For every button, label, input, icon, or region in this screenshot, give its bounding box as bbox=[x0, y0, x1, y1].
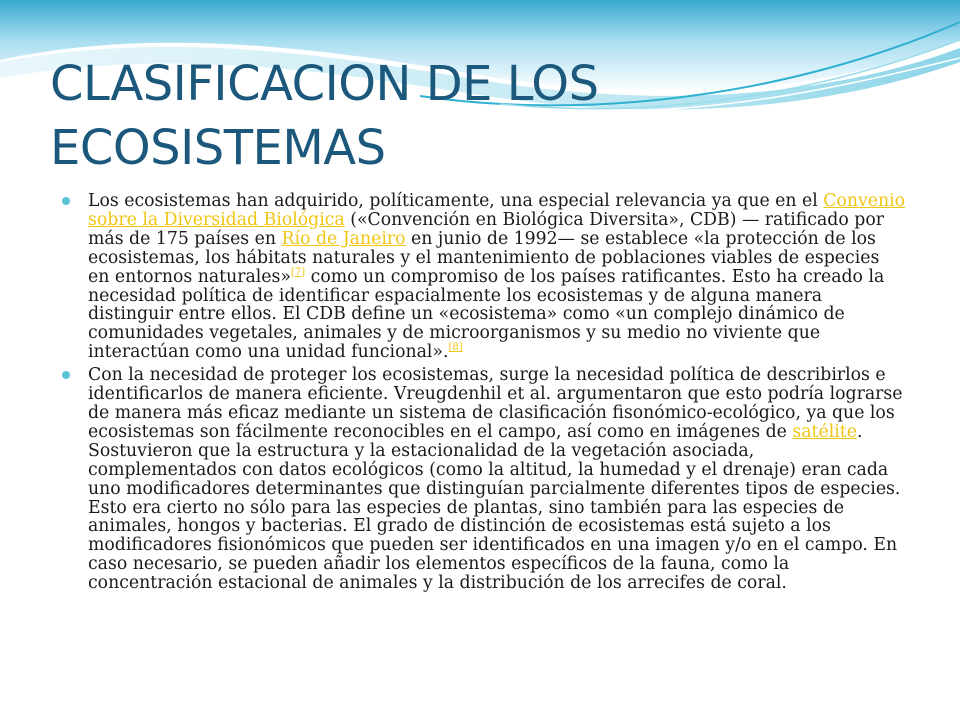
title-line-1: CLASIFICACION DE LOS bbox=[50, 56, 599, 112]
bullet-dot-icon bbox=[62, 371, 70, 379]
p1-text-2: («Convención en Biológica Diversita», CDB) — ratificado por más de 175 países en bbox=[88, 209, 884, 249]
title-line-2: ECOSISTEMAS bbox=[50, 120, 386, 176]
link-satelite[interactable]: satélite bbox=[792, 421, 857, 442]
footnote-ref-7 bbox=[291, 267, 305, 278]
p1-text-3: en junio de 1992— se establece «la protección de los ecosistemas, los hábitats naturales y el mantenimiento de poblaciones viables de especies en entornos naturales» bbox=[88, 228, 880, 287]
p1-text-4: como un compromiso de los países ratificantes. Esto ha creado la necesidad política de identificar espacialmente los ecosistemas y de alguna manera distinguir entre ellos. El CDB define un «ecosistema» como «un complejo dinámico de comunidades vegetales, animales y de microorganismos y su medio no viviente que interactúan como una unidad funcional». bbox=[88, 266, 885, 363]
footnote-ref-8 bbox=[449, 342, 463, 353]
link-rio-de-janeiro[interactable]: Río de Janeiro bbox=[281, 228, 406, 249]
p2-text-1: Con la necesidad de proteger los ecosistemas, surge la necesidad política de describirlos e identificarlos de manera eficiente. Vreugdenhil et al. argumentaron que esto podría lograrse de manera más eficaz mediante un sistema de clasificación fisonómico-ecológico, ya que los ecosistemas son fácilmente reconocibles en el campo, así como en imágenes de bbox=[88, 365, 903, 442]
link-convenio-diversidad-biologica[interactable]: Convenio sobre la Diversidad Biológica bbox=[88, 191, 906, 230]
bullet-list bbox=[60, 192, 906, 597]
bullet-dot-icon bbox=[62, 197, 70, 205]
footnote-link-8[interactable]: [8] bbox=[448, 342, 463, 354]
list-item bbox=[60, 192, 906, 362]
footnote-link-7[interactable]: [7] bbox=[290, 266, 306, 278]
p1-text-1: Los ecosistemas han adquirido, políticamente, una especial relevancia ya que en el bbox=[88, 191, 824, 211]
slide-title bbox=[50, 52, 910, 180]
p2-text-2: . Sostuvieron que la estructura y la estacionalidad de la vegetación asociada, complementados con datos ecológicos (como la altitud, la humedad y el drenaje) eran cada uno modificadores determinantes que distinguían parcialmente diferentes tipos de especies. Esto era cierto no sólo para las especies de plantas, sino también para las especies de animales, hongos y bacterias. El grado de distinción de ecosistemas está sujeto a los modificadores fisionómicos que pueden ser identificados en una imagen y/o en el campo. En caso necesario, se pueden añadir los elementos específicos de la fauna, como la concentración estacional de animales y la distribución de los arrecifes de coral. bbox=[88, 421, 901, 594]
list-item bbox=[60, 366, 906, 593]
